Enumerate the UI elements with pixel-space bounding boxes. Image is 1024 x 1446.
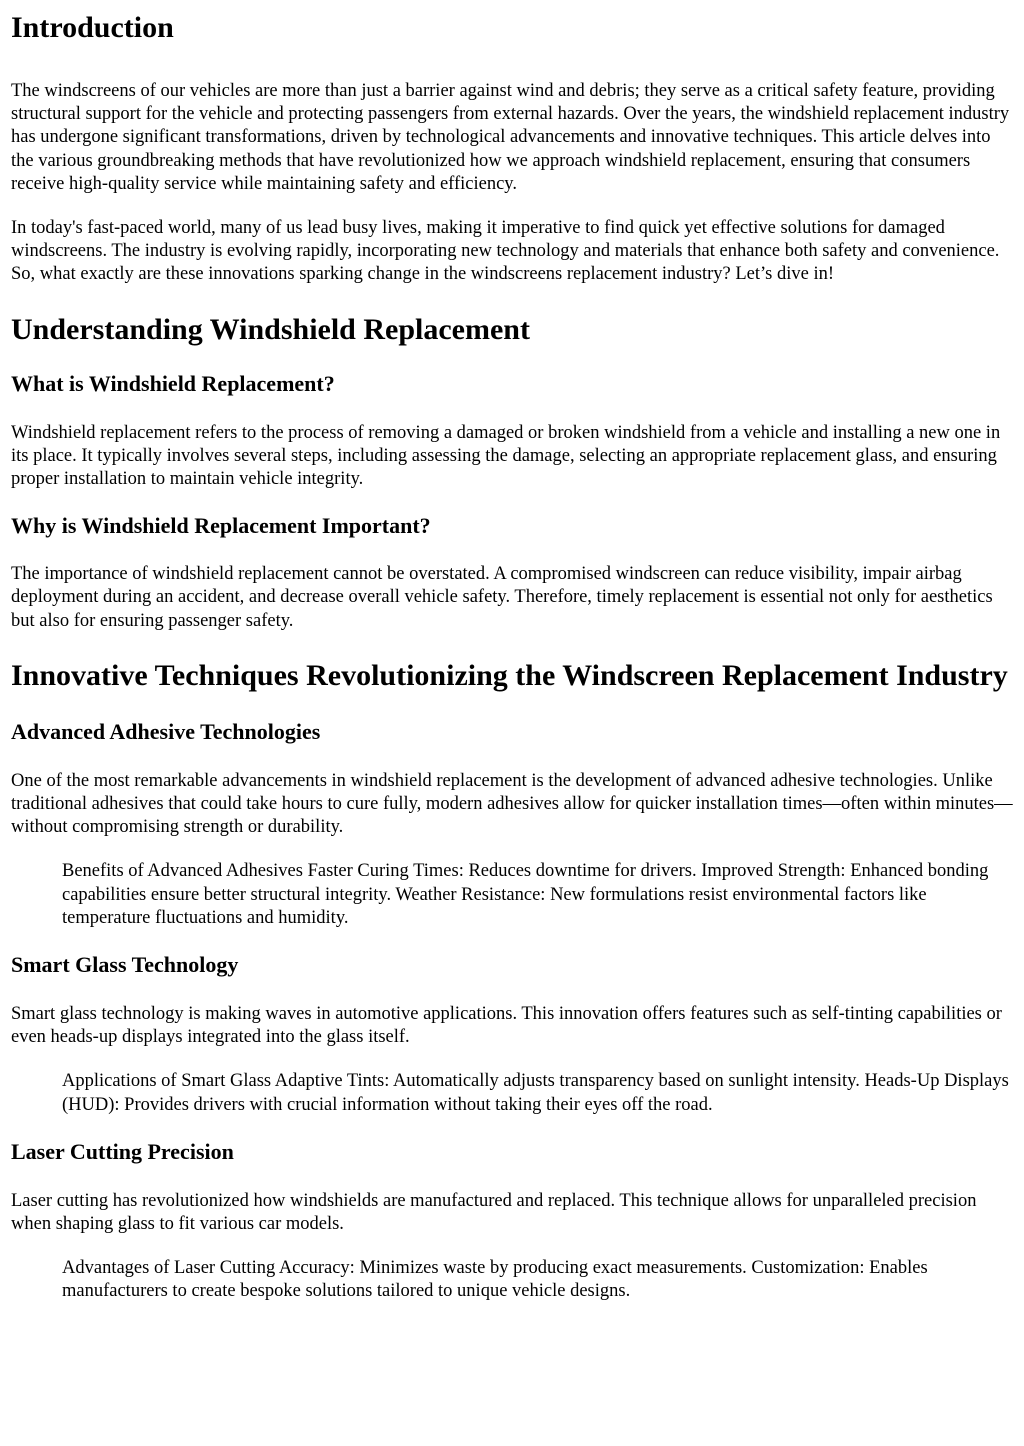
laser-cutting-advantages-quote: Advantages of Laser Cutting Accuracy: Minimizes waste by producing exact measurements. Customization: Enables manufacturers to create bespoke solutions tailored to unique vehicle designs. <box>62 1258 928 1302</box>
heading-introduction: Introduction <box>11 11 174 44</box>
subheading-why-important: Why is Windshield Replacement Important? <box>11 513 431 539</box>
intro-paragraph-1: The windscreens of our vehicles are more than just a barrier against wind and debris; they serve as a critical safety feature, providing structural support for the vehicle and protecting passengers from external hazards. Over the years, the windshield replacement industry has undergone significant transformations, driven by technological advancements and innovative techniques. This article delves into the various groundbreaking methods that have revolutionized how we approach windshield replacement, ensuring that consumers receive high-quality service while maintaining safety and efficiency. <box>11 81 1010 194</box>
adhesive-benefits-quote: Benefits of Advanced Adhesives Faster Curing Times: Reduces downtime for drivers. Improved Strength: Enhanced bonding capabilities ensure better structural integrity. Weather Resistance: New formulations resist environmental factors like temperature fluctuations and humidity. <box>62 861 989 928</box>
subheading-smart-glass: Smart Glass Technology <box>11 952 239 978</box>
heading-understanding-windshield-replacement: Understanding Windshield Replacement <box>11 312 530 346</box>
laser-cutting-paragraph: Laser cutting has revolutionized how windshields are manufactured and replaced. This technique allows for unparalleled precision when shaping glass to fit various car models. <box>11 1190 977 1235</box>
adhesive-paragraph: One of the most remarkable advancements in windshield replacement is the development of advanced adhesive technologies. Unlike traditional adhesives that could take hours to cure fully, modern adhesives allow for quicker installation times—often within minutes—without compromising strength or durability. <box>11 770 1013 838</box>
smart-glass-paragraph: Smart glass technology is making waves in automotive applications. This innovation offers features such as self-tinting capabilities or even heads-up displays integrated into the glass itself. <box>11 1004 1002 1048</box>
subheading-what-is-windshield-replacement: What is Windshield Replacement? <box>11 370 335 396</box>
intro-paragraph-2: In today's fast-paced world, many of us lead busy lives, making it imperative to find quick yet effective solutions for damaged windscreens. The industry is evolving rapidly, incorporating new technology and materials that enhance both safety and convenience. So, what exactly are these innovations sparking change in the windscreens replacement industry? Let’s dive in! <box>11 218 1000 285</box>
why-paragraph: The importance of windshield replacement cannot be overstated. A compromised windscreen can reduce visibility, impair airbag deployment during an accident, and decrease overall vehicle safety. Therefore, timely replacement is essential not only for aesthetics but also for ensuring passenger safety. <box>11 564 993 631</box>
subheading-laser-cutting: Laser Cutting Precision <box>11 1138 234 1164</box>
smart-glass-applications-quote: Applications of Smart Glass Adaptive Tints: Automatically adjusts transparency based on sunlight intensity. Heads-Up Displays (HUD): Provides drivers with crucial information without taking their eyes off the road. <box>62 1071 1009 1115</box>
subheading-advanced-adhesive: Advanced Adhesive Technologies <box>11 718 321 744</box>
heading-innovative-techniques: Innovative Techniques Revolutionizing the Windscreen Replacement Industry <box>11 658 1008 692</box>
what-paragraph: Windshield replacement refers to the process of removing a damaged or broken windshield from a vehicle and installing a new one in its place. It typically involves several steps, including assessing the damage, selecting an appropriate replacement glass, and ensuring proper installation to maintain vehicle integrity. <box>11 422 1001 490</box>
